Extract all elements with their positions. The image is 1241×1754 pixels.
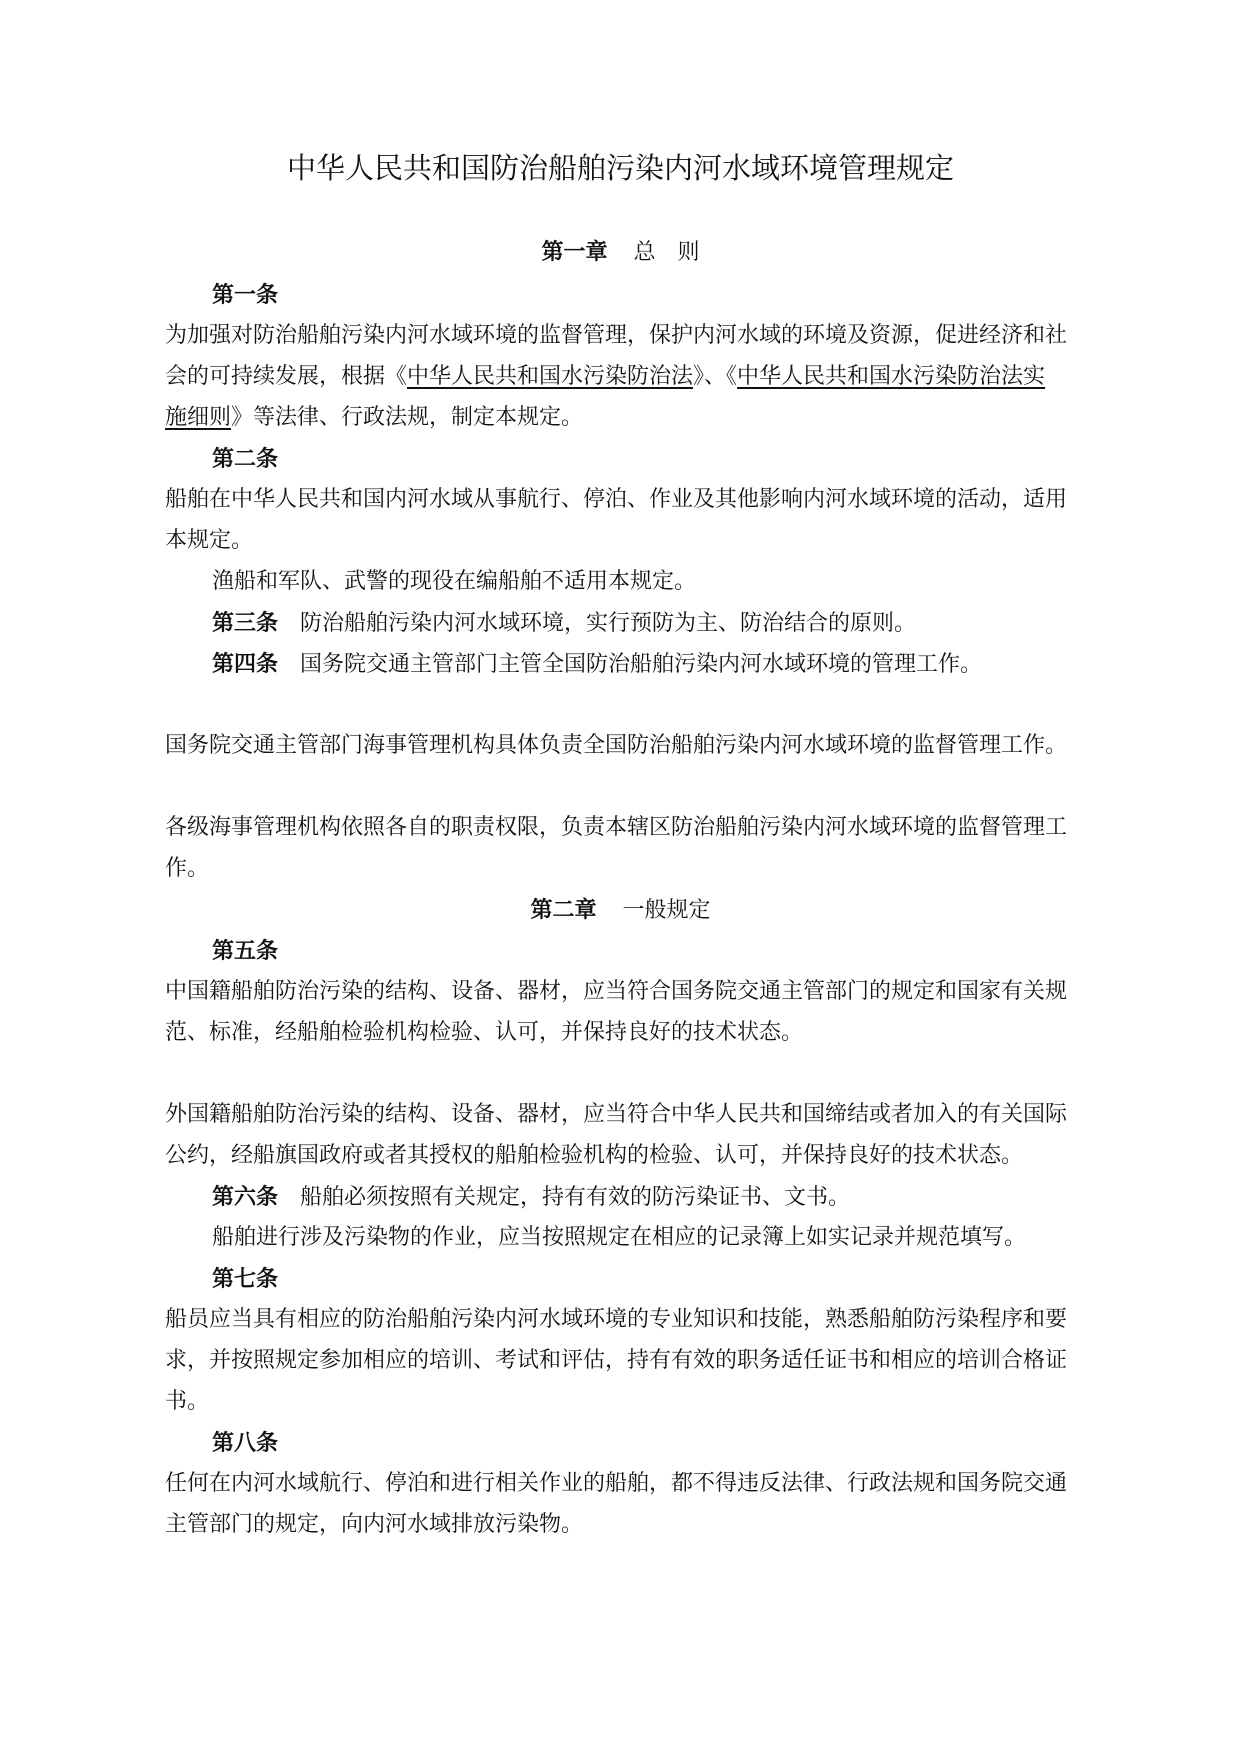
article-6-line-2: 船舶进行涉及污染物的作业，应当按照规定在相应的记录簿上如实记录并规范填写。 <box>212 1225 1027 1250</box>
chapter-1-heading <box>0 236 1241 269</box>
article-5-label: 第五条 <box>212 938 279 964</box>
chapter-1-name: 总 则 <box>633 240 700 265</box>
article-1-line-1: 为加强对防治船舶污染内河水域环境的监督管理，保护内河水域的环境及资源，促进经济和社 <box>165 323 1068 348</box>
chapter-2-heading <box>0 894 1241 927</box>
link-water-pollution-law[interactable]: 中华人民共和国水污染防治法 <box>407 364 694 389</box>
article-6 <box>212 1181 850 1214</box>
article-2-line-1: 船舶在中华人民共和国内河水域从事航行、停泊、作业及其他影响内河水域环境的活动，适用 <box>165 487 1068 512</box>
article-1-label: 第一条 <box>212 282 279 308</box>
article-4-para-3-line-1: 各级海事管理机构依照各自的职责权限，负责本辖区防治船舶污染内河水域环境的监督管理工 <box>165 815 1068 840</box>
article-7-line-3: 书。 <box>165 1389 210 1414</box>
article-4-para-3-line-2: 作。 <box>165 856 210 881</box>
article-1-line-3 <box>165 402 583 434</box>
chapter-2-name: 一般规定 <box>622 898 711 923</box>
article-2-line-2: 本规定。 <box>165 528 254 553</box>
article-1-text: 会的可持续发展，根据《 <box>165 364 408 389</box>
article-5-line-4: 公约，经船旗国政府或者其授权的船舶检验机构的检验、认可，并保持良好的技术状态。 <box>165 1143 1024 1168</box>
link-implementation-rules[interactable]: 中华人民共和国水污染防治法实 <box>737 364 1046 389</box>
article-7-line-1: 船员应当具有相应的防治船舶污染内河水域环境的专业知识和技能，熟悉船舶防污染程序和要 <box>165 1307 1068 1332</box>
article-4-para-2: 国务院交通主管部门海事管理机构具体负责全国防治船舶污染内河水域环境的监督管理工作。 <box>165 733 1068 758</box>
article-3-label: 第三条 <box>212 610 279 636</box>
document-title: 中华人民共和国防治船舶污染内河水域环境管理规定 <box>286 151 954 185</box>
article-2-label: 第二条 <box>212 446 279 472</box>
article-5-line-2: 范、标准，经船舶检验机构检验、认可，并保持良好的技术状态。 <box>165 1020 804 1045</box>
chapter-2-number: 第二章 <box>530 897 597 923</box>
article-1-line-2 <box>165 361 1045 393</box>
article-4-label: 第四条 <box>212 651 279 677</box>
article-8-line-2: 主管部门的规定，向内河水域排放污染物。 <box>165 1512 584 1537</box>
article-5-line-1: 中国籍船舶防治污染的结构、设备、器材，应当符合国务院交通主管部门的规定和国家有关规 <box>165 979 1068 1004</box>
article-6-label: 第六条 <box>212 1184 279 1210</box>
article-8-label: 第八条 <box>212 1430 279 1456</box>
article-4-text: 国务院交通主管部门主管全国防治船舶污染内河水域环境的管理工作。 <box>300 652 983 677</box>
article-5-line-3: 外国籍船舶防治污染的结构、设备、器材，应当符合中华人民共和国缔结或者加入的有关国际 <box>165 1102 1068 1127</box>
article-7-line-2: 求，并按照规定参加相应的培训、考试和评估，持有有效的职务适任证书和相应的培训合格证 <box>165 1348 1068 1373</box>
article-4 <box>212 648 982 681</box>
article-8-line-1: 任何在内河水域航行、停泊和进行相关作业的船舶，都不得违反法律、行政法规和国务院交通 <box>165 1471 1068 1496</box>
article-1-text-end: 》等法律、行政法规，制定本规定。 <box>231 405 584 430</box>
link-implementation-rules-cont[interactable]: 施细则 <box>165 405 232 430</box>
chapter-1-number: 第一章 <box>541 239 608 265</box>
article-3 <box>212 607 916 640</box>
article-1-text-mid: 》、《 <box>693 364 738 389</box>
article-7-label: 第七条 <box>212 1266 279 1292</box>
article-3-text: 防治船舶污染内河水域环境，实行预防为主、防治结合的原则。 <box>300 611 917 636</box>
article-6-text: 船舶必须按照有关规定，持有有效的防污染证书、文书。 <box>300 1185 851 1210</box>
article-2-line-3: 渔船和军队、武警的现役在编船舶不适用本规定。 <box>212 569 697 594</box>
